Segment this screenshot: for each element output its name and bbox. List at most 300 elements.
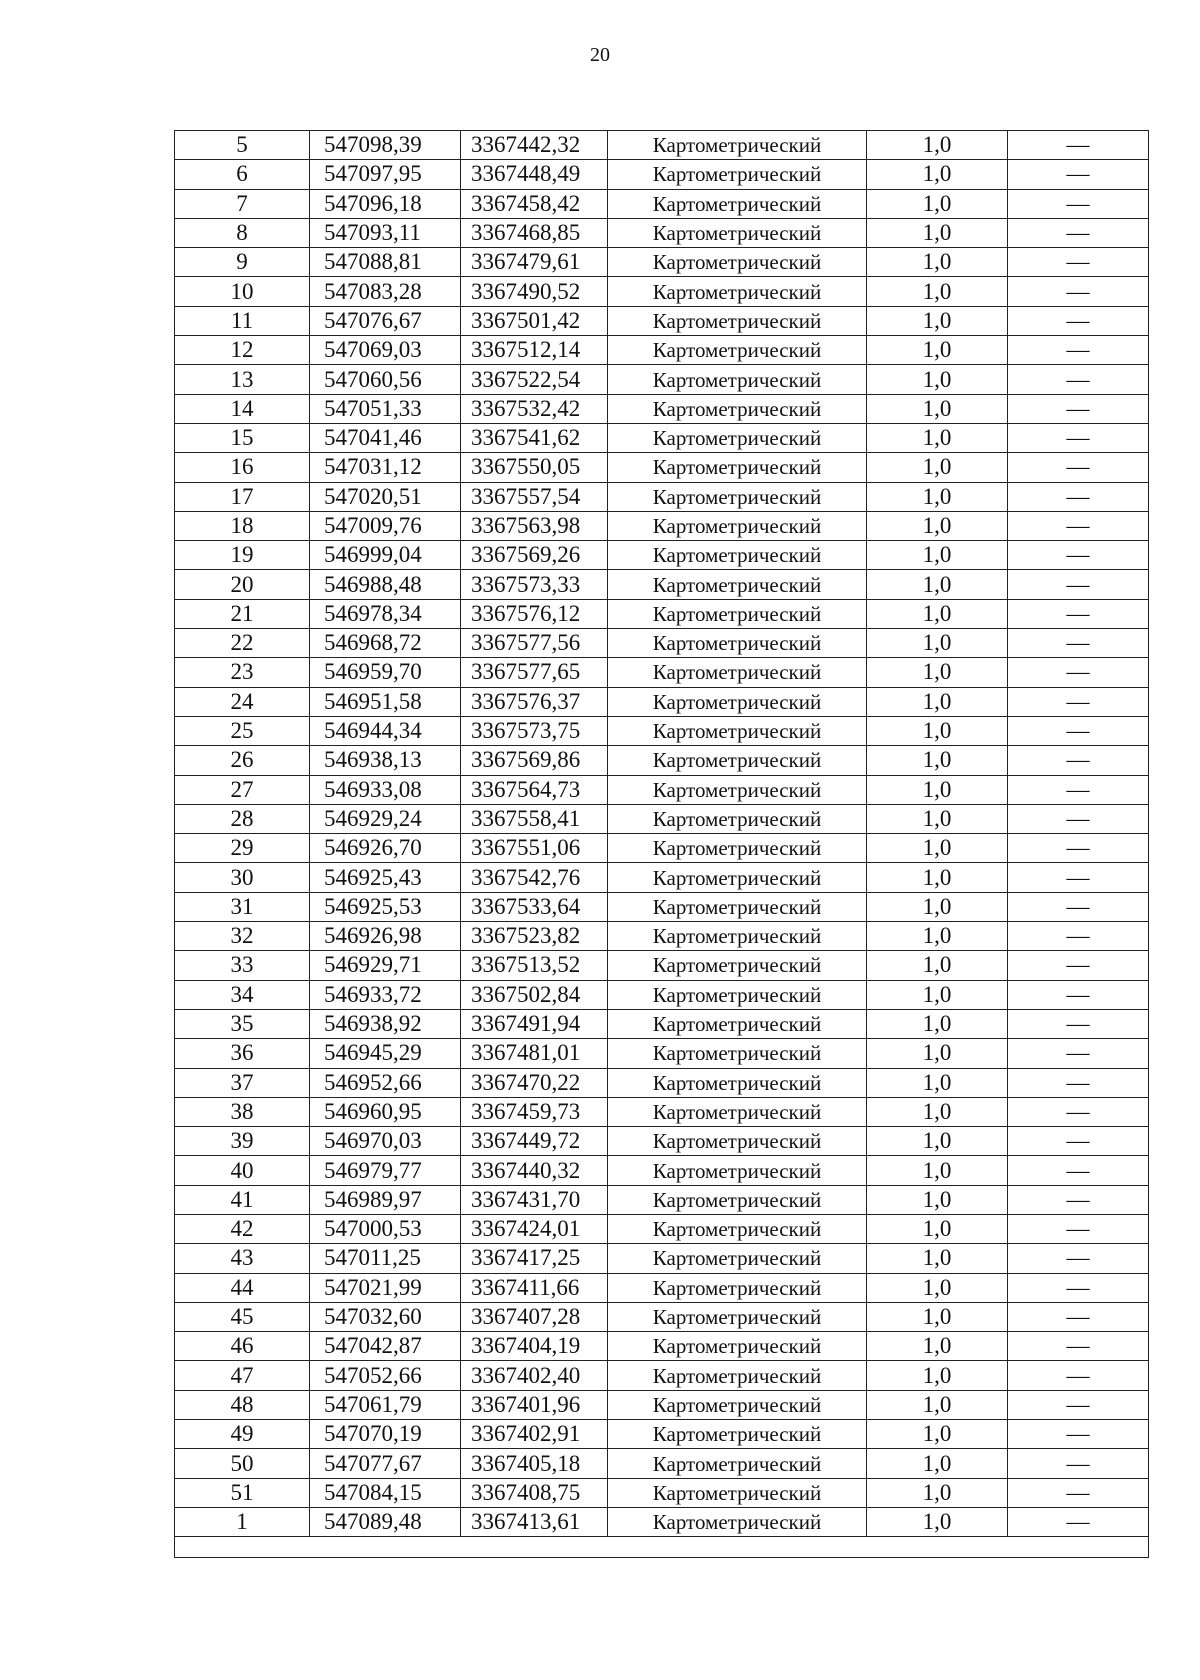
x-coordinate-cell: 546933,08	[310, 775, 461, 804]
note-cell: —	[1008, 423, 1149, 452]
y-coordinate-cell: 3367533,64	[461, 892, 608, 921]
table-row	[175, 951, 1149, 980]
method-cell: Картометрический	[608, 658, 867, 687]
accuracy-cell: 1,0	[867, 1214, 1008, 1243]
x-coordinate-cell: 546959,70	[310, 658, 461, 687]
accuracy-cell: 1,0	[867, 160, 1008, 189]
method-cell: Картометрический	[608, 1390, 867, 1419]
y-coordinate-cell: 3367459,73	[461, 1097, 608, 1126]
x-coordinate-cell: 547093,11	[310, 218, 461, 247]
point-number-cell: 31	[175, 892, 310, 921]
x-coordinate-cell: 546952,66	[310, 1068, 461, 1097]
note-cell: —	[1008, 1273, 1149, 1302]
accuracy-cell: 1,0	[867, 1507, 1008, 1536]
x-coordinate-cell: 546938,13	[310, 746, 461, 775]
table-row	[175, 775, 1149, 804]
accuracy-cell: 1,0	[867, 1244, 1008, 1273]
method-cell: Картометрический	[608, 365, 867, 394]
note-cell: —	[1008, 277, 1149, 306]
accuracy-cell: 1,0	[867, 1478, 1008, 1507]
accuracy-cell: 1,0	[867, 1185, 1008, 1214]
accuracy-cell: 1,0	[867, 1039, 1008, 1068]
note-cell: —	[1008, 1420, 1149, 1449]
note-cell: —	[1008, 1097, 1149, 1126]
x-coordinate-cell: 547076,67	[310, 306, 461, 335]
note-cell: —	[1008, 804, 1149, 833]
point-number-cell: 13	[175, 365, 310, 394]
y-coordinate-cell: 3367479,61	[461, 248, 608, 277]
accuracy-cell: 1,0	[867, 1302, 1008, 1331]
table-row	[175, 423, 1149, 452]
x-coordinate-cell: 546979,77	[310, 1156, 461, 1185]
x-coordinate-cell: 546988,48	[310, 570, 461, 599]
point-number-cell: 32	[175, 922, 310, 951]
accuracy-cell: 1,0	[867, 511, 1008, 540]
accuracy-cell: 1,0	[867, 336, 1008, 365]
method-cell: Картометрический	[608, 804, 867, 833]
table-row	[175, 160, 1149, 189]
x-coordinate-cell: 547083,28	[310, 277, 461, 306]
note-cell: —	[1008, 1156, 1149, 1185]
method-cell: Картометрический	[608, 1127, 867, 1156]
accuracy-cell: 1,0	[867, 1097, 1008, 1126]
table-row	[175, 248, 1149, 277]
table-row	[175, 570, 1149, 599]
x-coordinate-cell: 546933,72	[310, 980, 461, 1009]
table-row	[175, 1214, 1149, 1243]
y-coordinate-cell: 3367576,12	[461, 599, 608, 628]
y-coordinate-cell: 3367470,22	[461, 1068, 608, 1097]
note-cell: —	[1008, 892, 1149, 921]
table-row	[175, 1185, 1149, 1214]
point-number-cell: 21	[175, 599, 310, 628]
point-number-cell: 45	[175, 1302, 310, 1331]
accuracy-cell: 1,0	[867, 453, 1008, 482]
x-coordinate-cell: 547070,19	[310, 1420, 461, 1449]
table-row	[175, 1097, 1149, 1126]
note-cell: —	[1008, 1478, 1149, 1507]
x-coordinate-cell: 547009,76	[310, 511, 461, 540]
table-row	[175, 1332, 1149, 1361]
method-cell: Картометрический	[608, 980, 867, 1009]
accuracy-cell: 1,0	[867, 658, 1008, 687]
point-number-cell: 26	[175, 746, 310, 775]
table-row	[175, 482, 1149, 511]
table-row	[175, 1302, 1149, 1331]
note-cell: —	[1008, 1332, 1149, 1361]
y-coordinate-cell: 3367576,37	[461, 687, 608, 716]
method-cell: Картометрический	[608, 599, 867, 628]
point-number-cell: 16	[175, 453, 310, 482]
point-number-cell: 11	[175, 306, 310, 335]
note-cell: —	[1008, 482, 1149, 511]
y-coordinate-cell: 3367413,61	[461, 1507, 608, 1536]
x-coordinate-cell: 547051,33	[310, 394, 461, 423]
note-cell: —	[1008, 1507, 1149, 1536]
point-number-cell: 9	[175, 248, 310, 277]
table-row	[175, 1449, 1149, 1478]
method-cell: Картометрический	[608, 1507, 867, 1536]
y-coordinate-cell: 3367558,41	[461, 804, 608, 833]
y-coordinate-cell: 3367541,62	[461, 423, 608, 452]
method-cell: Картометрический	[608, 306, 867, 335]
x-coordinate-cell: 547098,39	[310, 131, 461, 160]
point-number-cell: 37	[175, 1068, 310, 1097]
y-coordinate-cell: 3367458,42	[461, 189, 608, 218]
y-coordinate-cell: 3367551,06	[461, 834, 608, 863]
y-coordinate-cell: 3367513,52	[461, 951, 608, 980]
accuracy-cell: 1,0	[867, 423, 1008, 452]
method-cell: Картометрический	[608, 892, 867, 921]
point-number-cell: 18	[175, 511, 310, 540]
table-row	[175, 306, 1149, 335]
y-coordinate-cell: 3367550,05	[461, 453, 608, 482]
point-number-cell: 10	[175, 277, 310, 306]
method-cell: Картометрический	[608, 482, 867, 511]
accuracy-cell: 1,0	[867, 892, 1008, 921]
x-coordinate-cell: 547061,79	[310, 1390, 461, 1419]
method-cell: Картометрический	[608, 570, 867, 599]
method-cell: Картометрический	[608, 1214, 867, 1243]
method-cell: Картометрический	[608, 1302, 867, 1331]
point-number-cell: 5	[175, 131, 310, 160]
note-cell: —	[1008, 453, 1149, 482]
x-coordinate-cell: 547041,46	[310, 423, 461, 452]
table-row	[175, 922, 1149, 951]
y-coordinate-cell: 3367491,94	[461, 1009, 608, 1038]
point-number-cell: 23	[175, 658, 310, 687]
method-cell: Картометрический	[608, 1332, 867, 1361]
x-coordinate-cell: 546929,71	[310, 951, 461, 980]
method-cell: Картометрический	[608, 1009, 867, 1038]
accuracy-cell: 1,0	[867, 1009, 1008, 1038]
note-cell: —	[1008, 306, 1149, 335]
table-row	[175, 687, 1149, 716]
y-coordinate-cell: 3367481,01	[461, 1039, 608, 1068]
y-coordinate-cell: 3367569,86	[461, 746, 608, 775]
accuracy-cell: 1,0	[867, 629, 1008, 658]
point-number-cell: 24	[175, 687, 310, 716]
accuracy-cell: 1,0	[867, 863, 1008, 892]
y-coordinate-cell: 3367440,32	[461, 1156, 608, 1185]
point-number-cell: 14	[175, 394, 310, 423]
point-number-cell: 30	[175, 863, 310, 892]
y-coordinate-cell: 3367407,28	[461, 1302, 608, 1331]
point-number-cell: 50	[175, 1449, 310, 1478]
coordinates-table	[174, 130, 1149, 1558]
y-coordinate-cell: 3367402,40	[461, 1361, 608, 1390]
y-coordinate-cell: 3367542,76	[461, 863, 608, 892]
method-cell: Картометрический	[608, 863, 867, 892]
note-cell: —	[1008, 1185, 1149, 1214]
x-coordinate-cell: 546944,34	[310, 716, 461, 745]
table-row	[175, 892, 1149, 921]
table-row	[175, 1420, 1149, 1449]
note-cell: —	[1008, 1361, 1149, 1390]
accuracy-cell: 1,0	[867, 746, 1008, 775]
accuracy-cell: 1,0	[867, 277, 1008, 306]
note-cell: —	[1008, 1244, 1149, 1273]
table-row	[175, 365, 1149, 394]
x-coordinate-cell: 546970,03	[310, 1127, 461, 1156]
table-row	[175, 863, 1149, 892]
y-coordinate-cell: 3367563,98	[461, 511, 608, 540]
point-number-cell: 1	[175, 1507, 310, 1536]
accuracy-cell: 1,0	[867, 1273, 1008, 1302]
x-coordinate-cell: 546938,92	[310, 1009, 461, 1038]
point-number-cell: 49	[175, 1420, 310, 1449]
note-cell: —	[1008, 775, 1149, 804]
accuracy-cell: 1,0	[867, 541, 1008, 570]
y-coordinate-cell: 3367401,96	[461, 1390, 608, 1419]
point-number-cell: 42	[175, 1214, 310, 1243]
table-footer-cell	[175, 1537, 1149, 1558]
point-number-cell: 43	[175, 1244, 310, 1273]
point-number-cell: 40	[175, 1156, 310, 1185]
point-number-cell: 25	[175, 716, 310, 745]
method-cell: Картометрический	[608, 277, 867, 306]
y-coordinate-cell: 3367573,33	[461, 570, 608, 599]
table-row	[175, 804, 1149, 833]
table-row	[175, 1273, 1149, 1302]
table-row	[175, 716, 1149, 745]
x-coordinate-cell: 546926,70	[310, 834, 461, 863]
y-coordinate-cell: 3367490,52	[461, 277, 608, 306]
accuracy-cell: 1,0	[867, 1127, 1008, 1156]
accuracy-cell: 1,0	[867, 687, 1008, 716]
y-coordinate-cell: 3367408,75	[461, 1478, 608, 1507]
point-number-cell: 12	[175, 336, 310, 365]
x-coordinate-cell: 547089,48	[310, 1507, 461, 1536]
y-coordinate-cell: 3367523,82	[461, 922, 608, 951]
point-number-cell: 38	[175, 1097, 310, 1126]
note-cell: —	[1008, 365, 1149, 394]
note-cell: —	[1008, 248, 1149, 277]
y-coordinate-cell: 3367573,75	[461, 716, 608, 745]
note-cell: —	[1008, 570, 1149, 599]
y-coordinate-cell: 3367577,65	[461, 658, 608, 687]
y-coordinate-cell: 3367512,14	[461, 336, 608, 365]
note-cell: —	[1008, 658, 1149, 687]
note-cell: —	[1008, 394, 1149, 423]
table-row	[175, 336, 1149, 365]
note-cell: —	[1008, 922, 1149, 951]
y-coordinate-cell: 3367502,84	[461, 980, 608, 1009]
y-coordinate-cell: 3367405,18	[461, 1449, 608, 1478]
table-row	[175, 746, 1149, 775]
page-number: 20	[590, 44, 610, 66]
y-coordinate-cell: 3367569,26	[461, 541, 608, 570]
x-coordinate-cell: 547088,81	[310, 248, 461, 277]
table-row	[175, 1361, 1149, 1390]
point-number-cell: 51	[175, 1478, 310, 1507]
point-number-cell: 41	[175, 1185, 310, 1214]
x-coordinate-cell: 546989,97	[310, 1185, 461, 1214]
method-cell: Картометрический	[608, 629, 867, 658]
method-cell: Картометрический	[608, 189, 867, 218]
note-cell: —	[1008, 951, 1149, 980]
x-coordinate-cell: 547052,66	[310, 1361, 461, 1390]
note-cell: —	[1008, 834, 1149, 863]
point-number-cell: 22	[175, 629, 310, 658]
x-coordinate-cell: 546925,53	[310, 892, 461, 921]
method-cell: Картометрический	[608, 1478, 867, 1507]
note-cell: —	[1008, 218, 1149, 247]
table-row	[175, 658, 1149, 687]
method-cell: Картометрический	[608, 775, 867, 804]
table-row	[175, 131, 1149, 160]
method-cell: Картометрический	[608, 1361, 867, 1390]
point-number-cell: 47	[175, 1361, 310, 1390]
note-cell: —	[1008, 189, 1149, 218]
x-coordinate-cell: 547011,25	[310, 1244, 461, 1273]
accuracy-cell: 1,0	[867, 365, 1008, 394]
y-coordinate-cell: 3367442,32	[461, 131, 608, 160]
y-coordinate-cell: 3367417,25	[461, 1244, 608, 1273]
method-cell: Картометрический	[608, 1273, 867, 1302]
point-number-cell: 39	[175, 1127, 310, 1156]
method-cell: Картометрический	[608, 423, 867, 452]
x-coordinate-cell: 546999,04	[310, 541, 461, 570]
note-cell: —	[1008, 863, 1149, 892]
note-cell: —	[1008, 1068, 1149, 1097]
x-coordinate-cell: 547069,03	[310, 336, 461, 365]
method-cell: Картометрический	[608, 951, 867, 980]
table-row	[175, 1068, 1149, 1097]
point-number-cell: 7	[175, 189, 310, 218]
point-number-cell: 28	[175, 804, 310, 833]
method-cell: Картометрический	[608, 746, 867, 775]
method-cell: Картометрический	[608, 131, 867, 160]
accuracy-cell: 1,0	[867, 248, 1008, 277]
table-row	[175, 394, 1149, 423]
table-row	[175, 189, 1149, 218]
method-cell: Картометрический	[608, 1185, 867, 1214]
note-cell: —	[1008, 1009, 1149, 1038]
table-row	[175, 599, 1149, 628]
note-cell: —	[1008, 599, 1149, 628]
method-cell: Картометрический	[608, 1244, 867, 1273]
note-cell: —	[1008, 541, 1149, 570]
method-cell: Картометрический	[608, 1039, 867, 1068]
accuracy-cell: 1,0	[867, 599, 1008, 628]
y-coordinate-cell: 3367411,66	[461, 1273, 608, 1302]
table-row	[175, 1478, 1149, 1507]
x-coordinate-cell: 546960,95	[310, 1097, 461, 1126]
point-number-cell: 44	[175, 1273, 310, 1302]
y-coordinate-cell: 3367404,19	[461, 1332, 608, 1361]
note-cell: —	[1008, 160, 1149, 189]
y-coordinate-cell: 3367468,85	[461, 218, 608, 247]
accuracy-cell: 1,0	[867, 1156, 1008, 1185]
table-row	[175, 1507, 1149, 1536]
x-coordinate-cell: 547097,95	[310, 160, 461, 189]
table-row	[175, 1156, 1149, 1185]
y-coordinate-cell: 3367424,01	[461, 1214, 608, 1243]
point-number-cell: 17	[175, 482, 310, 511]
point-number-cell: 27	[175, 775, 310, 804]
note-cell: —	[1008, 1390, 1149, 1419]
point-number-cell: 33	[175, 951, 310, 980]
point-number-cell: 15	[175, 423, 310, 452]
note-cell: —	[1008, 1127, 1149, 1156]
table-row	[175, 629, 1149, 658]
x-coordinate-cell: 547077,67	[310, 1449, 461, 1478]
method-cell: Картометрический	[608, 541, 867, 570]
y-coordinate-cell: 3367448,49	[461, 160, 608, 189]
table-row	[175, 277, 1149, 306]
x-coordinate-cell: 547021,99	[310, 1273, 461, 1302]
method-cell: Картометрический	[608, 1097, 867, 1126]
accuracy-cell: 1,0	[867, 804, 1008, 833]
y-coordinate-cell: 3367449,72	[461, 1127, 608, 1156]
note-cell: —	[1008, 336, 1149, 365]
method-cell: Картометрический	[608, 1449, 867, 1478]
method-cell: Картометрический	[608, 248, 867, 277]
y-coordinate-cell: 3367522,54	[461, 365, 608, 394]
accuracy-cell: 1,0	[867, 1449, 1008, 1478]
table-row	[175, 218, 1149, 247]
method-cell: Картометрический	[608, 394, 867, 423]
note-cell: —	[1008, 1214, 1149, 1243]
point-number-cell: 35	[175, 1009, 310, 1038]
accuracy-cell: 1,0	[867, 1068, 1008, 1097]
method-cell: Картометрический	[608, 687, 867, 716]
method-cell: Картометрический	[608, 160, 867, 189]
accuracy-cell: 1,0	[867, 189, 1008, 218]
x-coordinate-cell: 547000,53	[310, 1214, 461, 1243]
accuracy-cell: 1,0	[867, 716, 1008, 745]
note-cell: —	[1008, 746, 1149, 775]
x-coordinate-cell: 546929,24	[310, 804, 461, 833]
method-cell: Картометрический	[608, 922, 867, 951]
accuracy-cell: 1,0	[867, 394, 1008, 423]
point-number-cell: 46	[175, 1332, 310, 1361]
y-coordinate-cell: 3367431,70	[461, 1185, 608, 1214]
accuracy-cell: 1,0	[867, 306, 1008, 335]
point-number-cell: 36	[175, 1039, 310, 1068]
point-number-cell: 19	[175, 541, 310, 570]
accuracy-cell: 1,0	[867, 775, 1008, 804]
x-coordinate-cell: 546951,58	[310, 687, 461, 716]
note-cell: —	[1008, 1449, 1149, 1478]
table-row	[175, 1390, 1149, 1419]
method-cell: Картометрический	[608, 1420, 867, 1449]
method-cell: Картометрический	[608, 1068, 867, 1097]
point-number-cell: 29	[175, 834, 310, 863]
note-cell: —	[1008, 629, 1149, 658]
x-coordinate-cell: 546925,43	[310, 863, 461, 892]
method-cell: Картометрический	[608, 716, 867, 745]
y-coordinate-cell: 3367577,56	[461, 629, 608, 658]
x-coordinate-cell: 547060,56	[310, 365, 461, 394]
method-cell: Картометрический	[608, 336, 867, 365]
accuracy-cell: 1,0	[867, 1361, 1008, 1390]
accuracy-cell: 1,0	[867, 131, 1008, 160]
y-coordinate-cell: 3367557,54	[461, 482, 608, 511]
method-cell: Картометрический	[608, 1156, 867, 1185]
y-coordinate-cell: 3367564,73	[461, 775, 608, 804]
note-cell: —	[1008, 980, 1149, 1009]
y-coordinate-cell: 3367501,42	[461, 306, 608, 335]
x-coordinate-cell: 546926,98	[310, 922, 461, 951]
point-number-cell: 34	[175, 980, 310, 1009]
point-number-cell: 6	[175, 160, 310, 189]
accuracy-cell: 1,0	[867, 1332, 1008, 1361]
x-coordinate-cell: 547031,12	[310, 453, 461, 482]
accuracy-cell: 1,0	[867, 1390, 1008, 1419]
x-coordinate-cell: 546978,34	[310, 599, 461, 628]
